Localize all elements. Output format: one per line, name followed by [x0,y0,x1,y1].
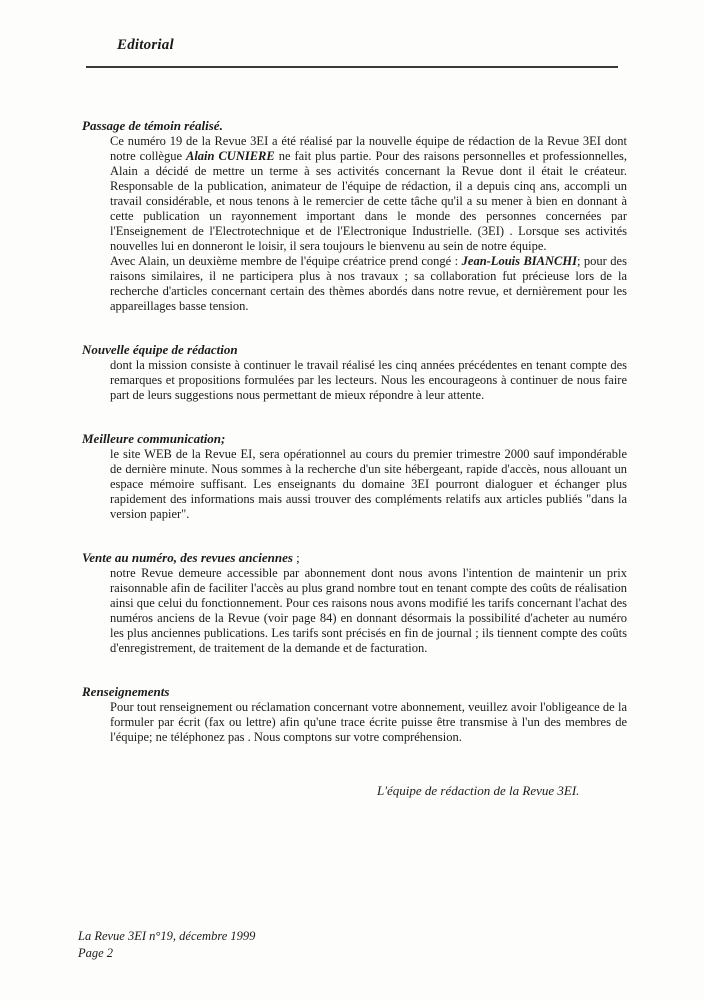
paragraph-text: Avec Alain, un deuxième membre de l'équipe créatrice prend congé : [110,254,462,268]
paragraph-text: ne fait plus partie. Pour des raisons personnelles et professionnelles, Alain a décidé de mettre un terme à ses activités concernant la Revue dont il était le créateur. Responsable de la publication, animateur de l'équipe de rédaction, il a depuis cinq ans, accompli un travail considérable, et nous tenons à le remercier de cette tâche qu'il a su mener à bien en donnant à cette publication un rayonnement important dans le monde des personnes concernées par l'Enseignement de l'Electrotechnique et de l'Electronique Industrielle. (3EI) . Lorsque ses activités nouvelles lui en donneront le loisir, il sera toujours le bienvenu au sein de notre équipe. [110,149,628,253]
paragraph-text: Ce numéro 19 de la Revue 3EI a été réalisé par la nouvelle équipe de rédaction de la Revue 3EI dont notre collègue [110,134,627,163]
section-passage-de-temoin [0,118,627,314]
section-heading: Nouvelle équipe de rédaction [82,342,238,357]
paragraph: notre Revue demeure accessible par abonnement dont nous avons l'intention de maintenir un prix raisonnable afin de faciliter l'accès au plus grand nombre tout en tenant compte des coûts de réalisation ainsi que celui du fonctionnement. Pour ces raisons nous avons modifié les tarifs concernant l'achat des numéros anciens de la Revue (voir page 84) en donnant désormais la possibilité d'acheter au numéro les plus anciennes publications. Les tarifs sont précisés en fin de journal ; ils tiennent compte des coûts d'enregistrement, de traitement de la demande et de facturation. [110,566,627,655]
paragraph: Pour tout renseignement ou réclamation concernant votre abonnement, veuillez avoir l'obligeance de la formuler par écrit (fax ou lettre) afin qu'une trace écrite puisse être transmise à l'un des membres de l'équipe; ne téléphonez pas . Nous comptons sur votre compréhension. [110,700,627,744]
section-nouvelle-equipe [0,342,627,403]
header-rule [86,66,618,68]
paragraph: dont la mission consiste à continuer le travail réalisé les cinq années précédentes en tenant compte des remarques et propositions formulées par les lecteurs. Nous les encourageons à continuer de nous faire part de leurs suggestions nous permettant de mieux répondre à leur attente. [110,358,627,402]
paragraph: le site WEB de la Revue EI, sera opérationnel au cours du premier trimestre 2000 sauf impondérable de dernière minute. Nous sommes à la recherche d'un site hébergeant, rapide d'accès, nous allouant un espace mémoire suffisant. Les enseignants du domaine 3EI pourront dialoguer et échanger plus rapidement des informations mais aussi trouver des compléments relatifs aux articles publiés "dans la version papier". [110,447,627,521]
paragraph-text: ; pour des raisons similaires, il ne participera plus à nos travaux ; sa collaboration fut précieuse lors de la recherche d'articles concernant certain des thèmes abordés dans notre revue, et dernièrement pour les appareillages basse tension. [110,254,627,313]
section-meilleure-communication [0,431,627,522]
section-renseignements [0,684,627,745]
person-name-cuniere: Alain CUNIERE [186,149,275,163]
section-heading-text: Vente au numéro, des revues anciennes [82,550,293,565]
section-heading: Passage de témoin réalisé. [82,118,223,133]
footer-page-number: Page 2 [78,946,114,960]
footer-journal-line: La Revue 3EI n°19, décembre 1999 [78,929,256,943]
section-heading-suffix: ; [292,550,300,565]
page-title: Editorial [117,37,174,53]
section-heading: Meilleure communication; [82,431,226,446]
person-name-bianchi: Jean-Louis BIANCHI [461,254,577,268]
section-vente-au-numero [0,550,627,656]
paragraph [110,134,627,254]
footer [78,928,255,962]
section-heading [82,550,627,565]
signature-line: L'équipe de rédaction de la Revue 3EI. [377,783,580,798]
section-heading: Renseignements [82,684,170,699]
paragraph [110,254,627,314]
